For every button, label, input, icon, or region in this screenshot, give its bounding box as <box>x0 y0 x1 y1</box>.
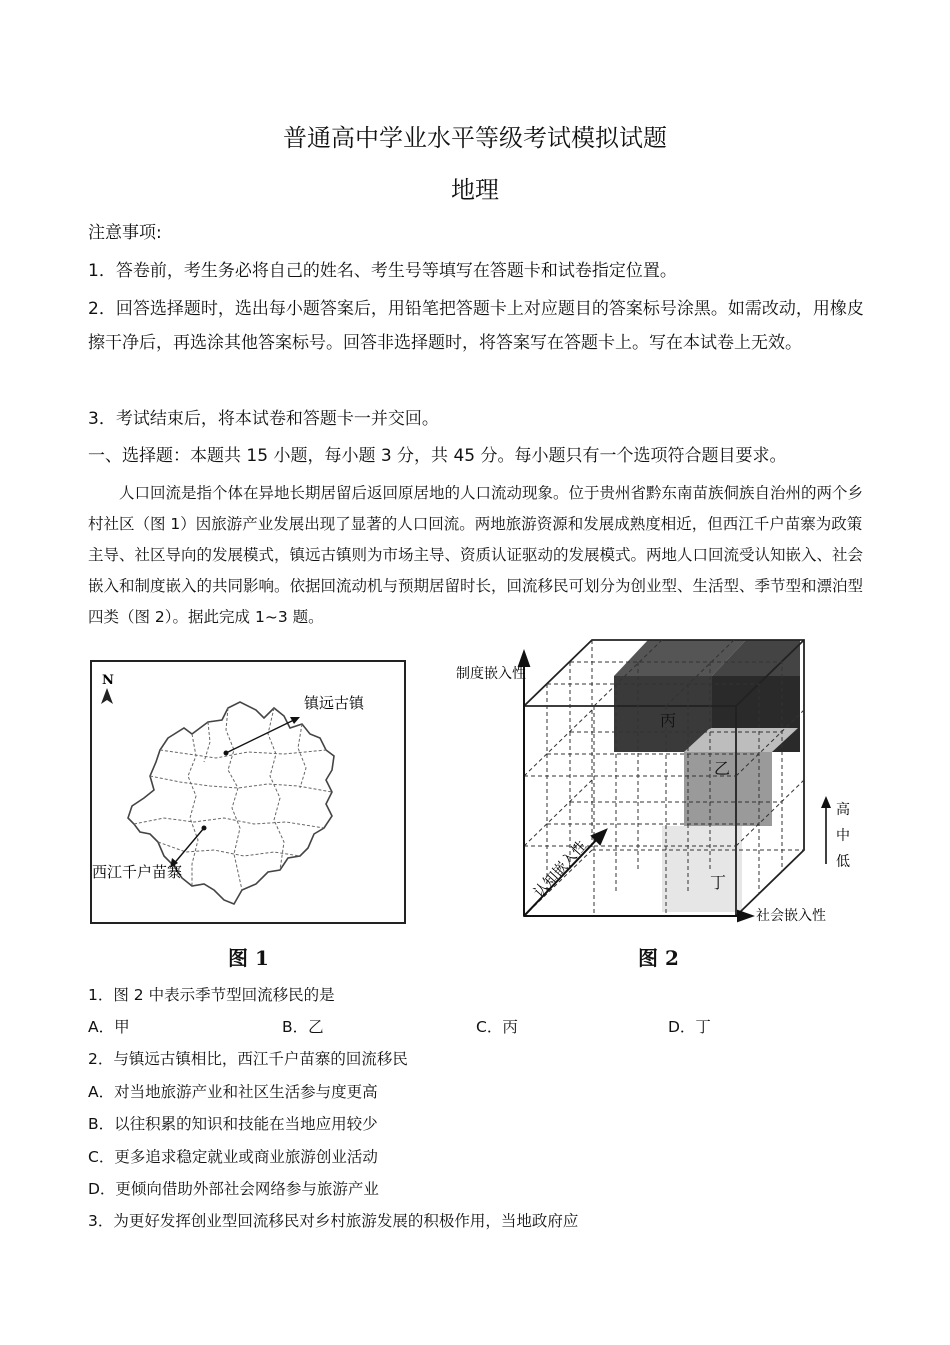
question-2-stem: 2．与镇远古镇相比，西江千户苗寨的回流移民 <box>88 1050 408 1068</box>
notice-heading: 注意事项: <box>88 223 162 243</box>
axis-institutional-label: 制度嵌入性 <box>456 666 526 682</box>
q2-option-b[interactable]: B．以往积累的知识和技能在当地应用较少 <box>88 1115 378 1133</box>
q2-option-a[interactable]: A．对当地旅游产业和社区生活参与度更高 <box>88 1083 378 1101</box>
exam-title: 普通高中学业水平等级考试模拟试题 <box>283 124 667 152</box>
legend-high: 高 <box>836 802 850 818</box>
north-label: N <box>102 673 114 688</box>
question-1-stem: 1．图 2 中表示季节型回流移民的是 <box>88 986 335 1004</box>
q1-option-a[interactable]: A．甲 <box>88 1018 130 1036</box>
intro-paragraph: 人口回流是指个体在异地长期居留后返回原居地的人口流动现象。位于贵州省黔东南苗族侗族自治州的两个乡村社区（图 1）因旅游产业发展出现了显著的人口回流。两地旅游资源和发展成熟度相近，但西江千户苗寨为政策主导、社区导向的发展模式，镇远古镇则为市场主导、资质认证驱动的发展模式。两地人口回流受认知嵌入、社会嵌入和制度嵌入的共同影响。依据回流动机与预期居留时长，回流移民可划分为创业型、生活型、季节型和漂泊型四类（图 2）。据此完成 1~3 题。 <box>88 484 864 626</box>
notice-item-1: 1．答卷前，考生务必将自己的姓名、考生号等填写在答题卡和试卷指定位置。 <box>88 261 677 281</box>
axis-cognitive-label: 认知嵌入性 <box>531 837 590 901</box>
q2-option-d[interactable]: D．更倾向借助外部社会网络参与旅游产业 <box>88 1180 379 1198</box>
figure1-caption: 图 1 <box>228 946 269 970</box>
cell-yi-label: 乙 <box>714 759 731 778</box>
axis-social-label: 社会嵌入性 <box>756 908 826 924</box>
q1-option-c[interactable]: C．丙 <box>476 1018 518 1036</box>
cell-ding-label: 丁 <box>710 873 727 892</box>
figure2-caption: 图 2 <box>638 946 679 970</box>
xijiang-label: 西江千户苗寨 <box>92 863 183 881</box>
figure1-map <box>88 658 418 930</box>
figure2-cube-diagram <box>452 636 864 936</box>
section-heading: 一、选择题：本题共 15 小题，每小题 3 分，共 45 分。每小题只有一个选项符合题目要求。 <box>88 446 787 466</box>
legend-scale <box>821 796 850 870</box>
notice-item-3: 3．考试结束后，将本试卷和答题卡一并交回。 <box>88 409 439 429</box>
question-3-stem: 3．为更好发挥创业型回流移民对乡村旅游发展的积极作用，当地政府应 <box>88 1212 579 1230</box>
legend-mid: 中 <box>836 828 850 844</box>
q1-option-b[interactable]: B．乙 <box>282 1018 324 1036</box>
subject-title: 地理 <box>451 176 499 204</box>
cell-bing-label: 丙 <box>660 711 677 730</box>
notice-item-2: 2．回答选择题时，选出每小题答案后，用铅笔把答题卡上对应题目的答案标号涂黑。如需改动，用橡皮擦干净后，再选涂其他答案标号。回答非选择题时，将答案写在答题卡上。写在本试卷上无效。 <box>88 299 864 353</box>
legend-low: 低 <box>836 854 850 870</box>
zhenyuan-label: 镇远古镇 <box>304 694 365 712</box>
q1-option-d[interactable]: D．丁 <box>668 1018 711 1036</box>
q2-option-c[interactable]: C．更多追求稳定就业或商业旅游创业活动 <box>88 1148 378 1166</box>
